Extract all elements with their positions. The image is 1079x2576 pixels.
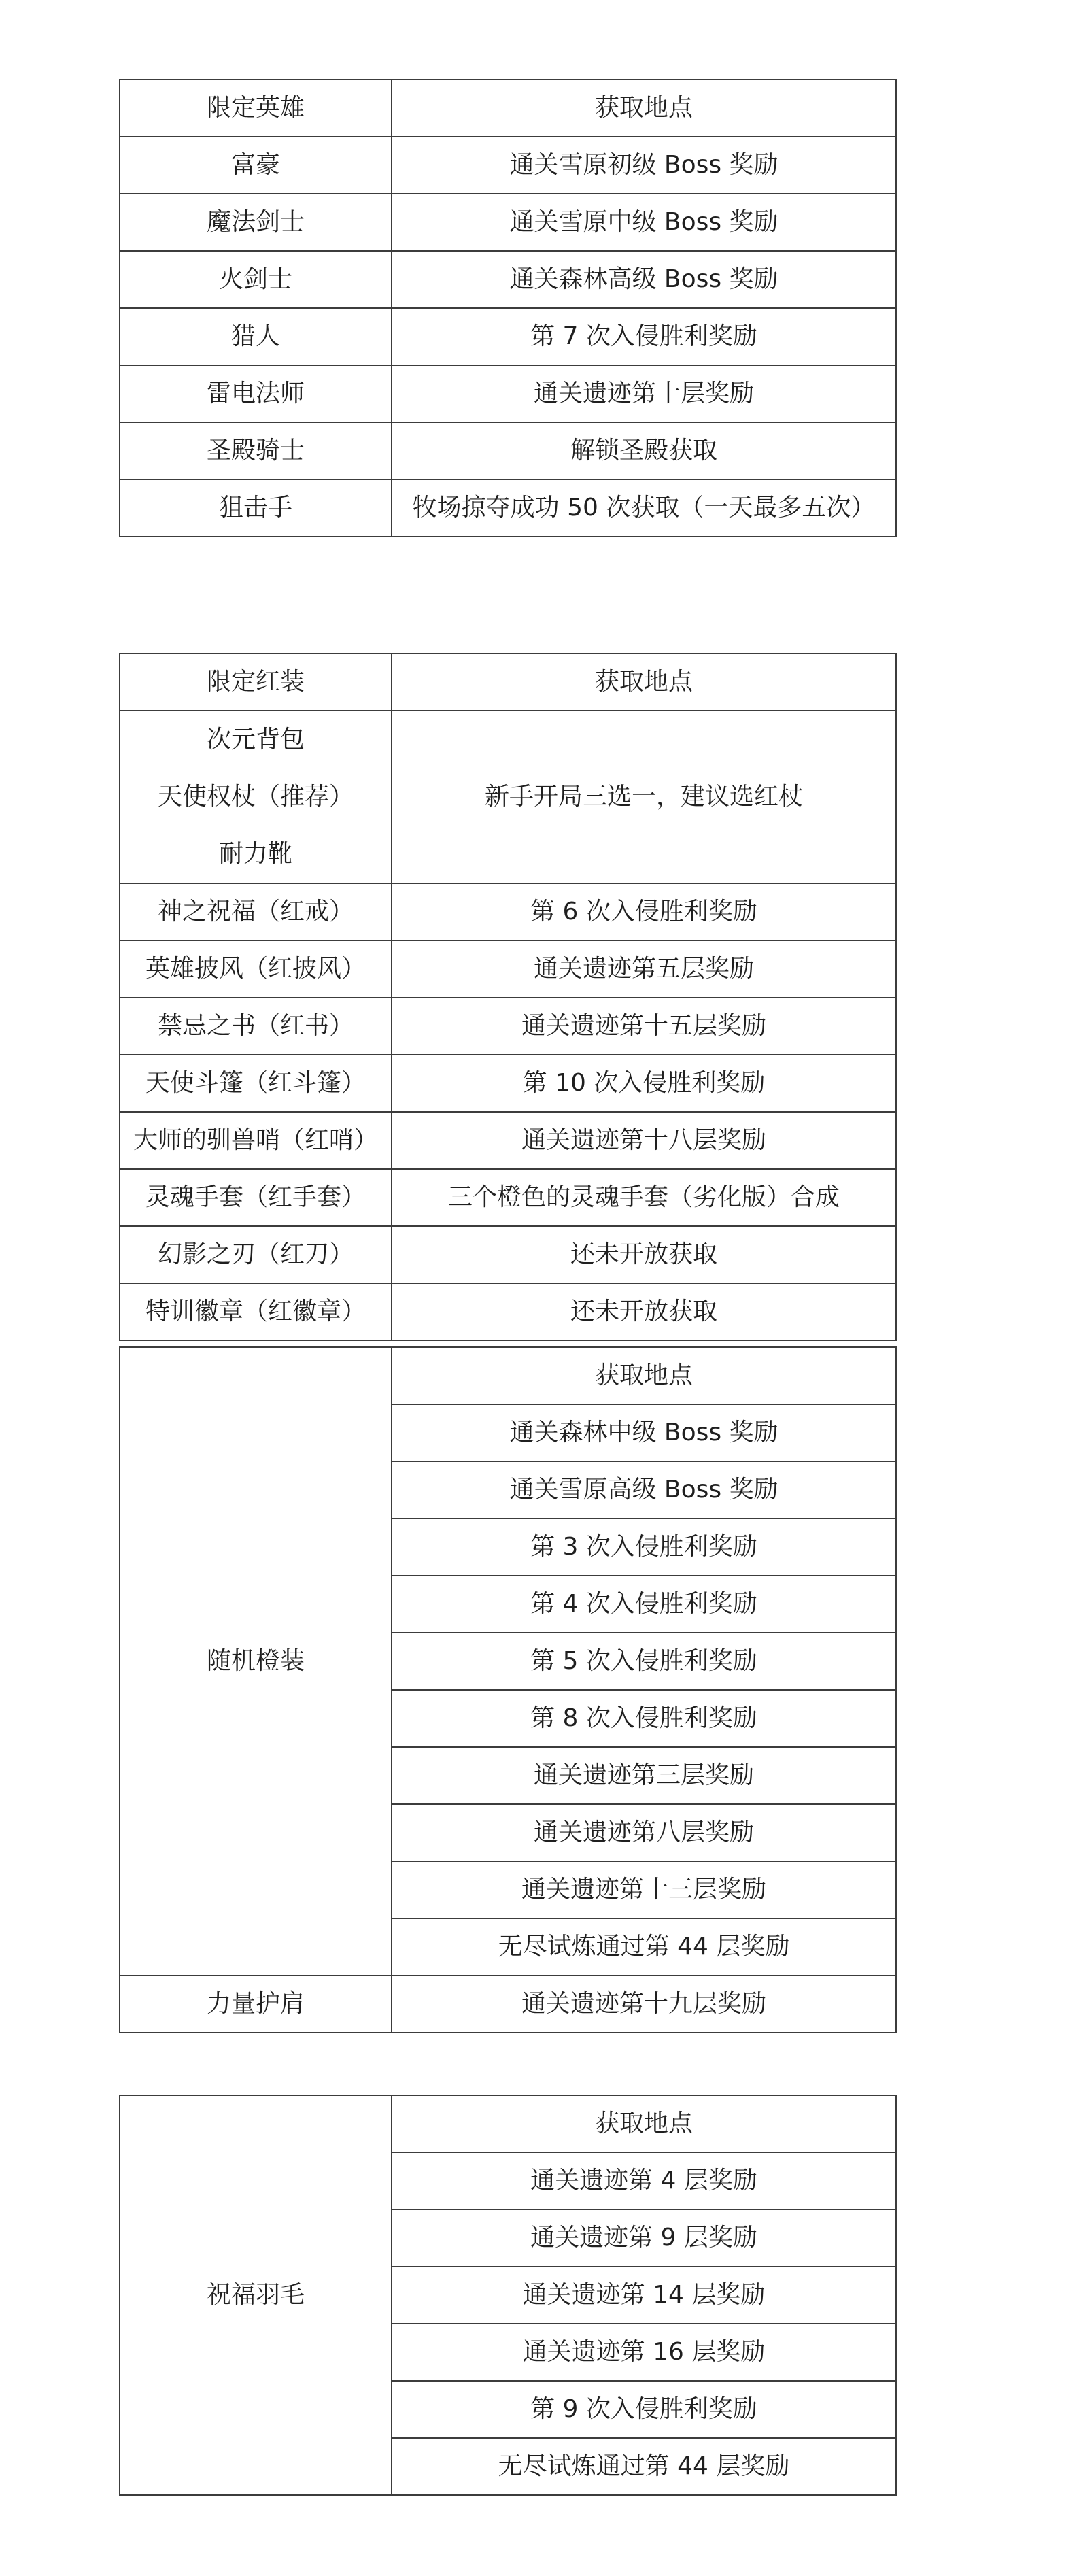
table-row (120, 365, 896, 422)
source-cell: 无尽试炼通过第 44 层奖励 (392, 1918, 896, 1976)
header-cell-left: 限定英雄 (120, 80, 392, 137)
limited-red-gear-table (119, 653, 897, 1341)
hero-name-cell: 雷电法师 (120, 365, 392, 422)
table-row (120, 883, 896, 940)
table-row (120, 251, 896, 308)
source-cell: 新手开局三选一，建议选红杖 (392, 711, 896, 883)
source-cell: 第 6 次入侵胜利奖励 (392, 883, 896, 940)
hero-name-cell: 富豪 (120, 137, 392, 194)
source-cell: 通关遗迹第八层奖励 (392, 1804, 896, 1861)
table-row (120, 1055, 896, 1112)
table-header-row (120, 654, 896, 711)
starter-item: 耐力靴 (218, 840, 292, 868)
table-header-row (120, 80, 896, 137)
source-header-cell: 获取地点 (392, 1347, 896, 1404)
source-cell: 第 4 次入侵胜利奖励 (392, 1576, 896, 1633)
table-row (120, 479, 896, 537)
source-cell: 第 3 次入侵胜利奖励 (392, 1519, 896, 1576)
source-cell: 无尽试炼通过第 44 层奖励 (392, 2438, 896, 2495)
source-cell: 通关雪原高级 Boss 奖励 (392, 1461, 896, 1519)
gear-name-cell: 神之祝福（红戒） (120, 883, 392, 940)
source-cell: 通关遗迹第 9 层奖励 (392, 2209, 896, 2267)
source-cell: 通关遗迹第十五层奖励 (392, 998, 896, 1055)
table-row (120, 308, 896, 365)
gear-name-cell: 英雄披风（红披风） (120, 940, 392, 998)
gear-name-cell: 特训徽章（红徽章） (120, 1283, 392, 1340)
table-row (120, 2095, 896, 2152)
table-row (120, 1283, 896, 1340)
source-cell: 第 9 次入侵胜利奖励 (392, 2381, 896, 2438)
starter-item: 次元背包 (206, 726, 305, 753)
gear-name-cell: 幻影之刃（红刀） (120, 1226, 392, 1283)
header-cell-left: 限定红装 (120, 654, 392, 711)
source-cell: 三个橙色的灵魂手套（劣化版）合成 (392, 1169, 896, 1226)
table-row (120, 998, 896, 1055)
source-cell: 通关遗迹第五层奖励 (392, 940, 896, 998)
source-cell: 第 8 次入侵胜利奖励 (392, 1690, 896, 1747)
hero-name-cell: 魔法剑士 (120, 194, 392, 251)
table-row (120, 1226, 896, 1283)
table-row (120, 940, 896, 998)
source-cell: 通关森林中级 Boss 奖励 (392, 1404, 896, 1461)
header-cell-right: 获取地点 (392, 80, 896, 137)
starter-items-cell (120, 711, 392, 883)
table-row (120, 1347, 896, 1404)
source-cell: 通关遗迹第三层奖励 (392, 1747, 896, 1804)
source-cell: 还未开放获取 (392, 1283, 896, 1340)
gear-name-cell: 力量护肩 (120, 1976, 392, 2033)
table-row (120, 1112, 896, 1169)
source-cell: 通关遗迹第十九层奖励 (392, 1976, 896, 2033)
source-cell: 牧场掠夺成功 50 次获取（一天最多五次） (392, 479, 896, 537)
source-cell: 通关遗迹第 16 层奖励 (392, 2324, 896, 2381)
table-row (120, 422, 896, 479)
table-row (120, 137, 896, 194)
gear-name-cell: 禁忌之书（红书） (120, 998, 392, 1055)
source-cell: 第 5 次入侵胜利奖励 (392, 1633, 896, 1690)
hero-name-cell: 猎人 (120, 308, 392, 365)
group-label-cell: 随机橙装 (120, 1347, 392, 1976)
header-cell-right: 获取地点 (392, 654, 896, 711)
starter-choice-row (120, 711, 896, 883)
random-orange-gear-table (119, 1346, 897, 2033)
source-cell: 通关遗迹第十层奖励 (392, 365, 896, 422)
limited-hero-table (119, 79, 897, 537)
hero-name-cell: 圣殿骑士 (120, 422, 392, 479)
source-cell: 还未开放获取 (392, 1226, 896, 1283)
source-cell: 通关遗迹第十三层奖励 (392, 1861, 896, 1918)
blessing-feather-table (119, 2095, 897, 2496)
gear-name-cell: 天使斗篷（红斗篷） (120, 1055, 392, 1112)
table-row (120, 1169, 896, 1226)
source-cell: 通关遗迹第 4 层奖励 (392, 2152, 896, 2209)
source-header-cell: 获取地点 (392, 2095, 896, 2152)
starter-item: 天使权杖（推荐） (157, 783, 354, 811)
hero-name-cell: 火剑士 (120, 251, 392, 308)
source-cell: 通关雪原中级 Boss 奖励 (392, 194, 896, 251)
source-cell: 通关遗迹第 14 层奖励 (392, 2267, 896, 2324)
source-cell: 解锁圣殿获取 (392, 422, 896, 479)
source-cell: 第 10 次入侵胜利奖励 (392, 1055, 896, 1112)
source-cell: 通关森林高级 Boss 奖励 (392, 251, 896, 308)
gear-name-cell: 灵魂手套（红手套） (120, 1169, 392, 1226)
hero-name-cell: 狙击手 (120, 479, 392, 537)
table-row (120, 1976, 896, 2033)
table-row (120, 194, 896, 251)
gear-name-cell: 大师的驯兽哨（红哨） (120, 1112, 392, 1169)
source-cell: 通关雪原初级 Boss 奖励 (392, 137, 896, 194)
source-cell: 第 7 次入侵胜利奖励 (392, 308, 896, 365)
source-cell: 通关遗迹第十八层奖励 (392, 1112, 896, 1169)
group-label-cell: 祝福羽毛 (120, 2095, 392, 2495)
